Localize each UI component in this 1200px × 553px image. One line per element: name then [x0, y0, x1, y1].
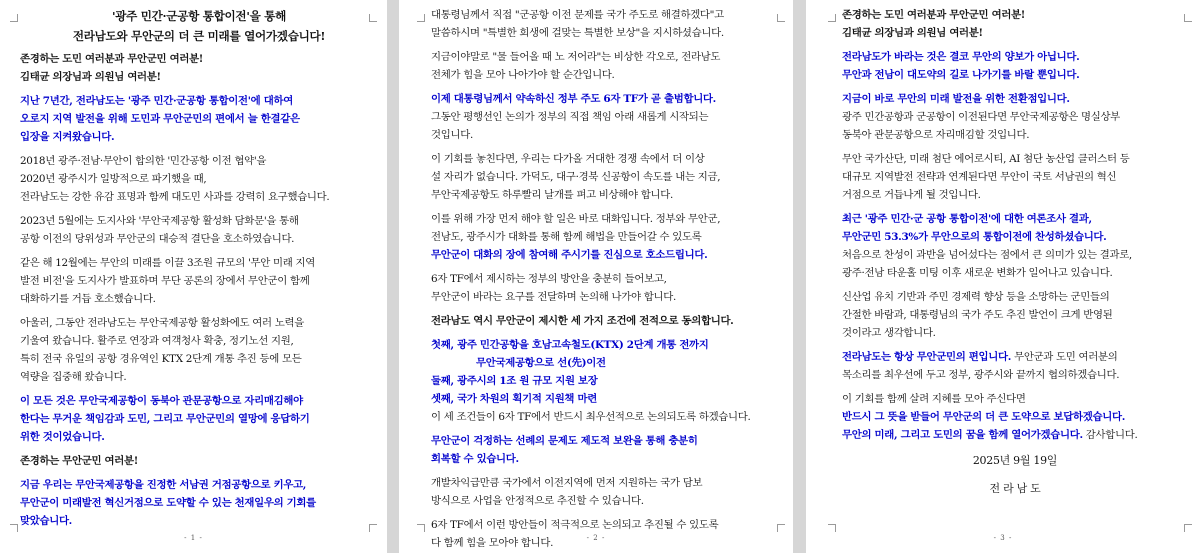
- crop-mark: [1184, 524, 1192, 532]
- paragraph: 전라남도 역시 무안군이 제시한 세 가지 조건에 전적으로 동의합니다.: [431, 315, 734, 327]
- paragraph: 이 모든 것은 무안국제공항이 동북아 관문공항으로 자리매김해야 한다는 무거운 책임감과 도민, 그리고 무안군민의 열망에 응답하기 위한 것이었습니다.: [20, 395, 310, 443]
- crop-mark: [10, 14, 18, 22]
- greeting: 존경하는 도민 여러분과 무안군민 여러분! 김태균 의장님과 의원님 여러분!: [20, 53, 204, 83]
- page-1-body: [20, 6, 378, 536]
- paragraph: 이를 위해 가장 먼저 해야 할 일은 바로 대화입니다. 정부와 무안군, 전남도, 광주시가 대화를 통해 함께 해법을 만들어갈 수 있도록 무안군이 대화의 장에 참여해 주시기를 진심으로 호소드립니다.: [431, 213, 721, 261]
- document-page-2: [399, 0, 793, 553]
- paragraph: 이 기회를 놓친다면, 우리는 다가올 거대한 경쟁 속에서 더 이상 설 자리가 없습니다. 가덕도, 대구·경북 신공항이 속도를 내는 지금, 무안국제공항도 하루빨리 날개를 펴고 비상해야 합니다.: [431, 153, 721, 201]
- crop-mark: [828, 14, 836, 22]
- paragraph: 최근 '광주 민간·군 공항 통합이전'에 대한 여론조사 결과, 무안군민 53.3%가 무안으로의 통합이전에 찬성하셨습니다. 처음으로 찬성이 과반을 넘어섰다는 점에서 큰 의미가 있는 결과로, 광주·전남 타운홀 미팅 이후 새로운 변화가 일어나고 있습니다.: [842, 213, 1132, 279]
- paragraph: 지난 7년간, 전라남도는 '광주 민간·군공항 통합이전'에 대하여 오로지 지역 발전을 위해 도민과 무안군민의 편에서 늘 한결같은 입장을 지켜왔습니다.: [20, 95, 300, 143]
- signature: 전 라 남 도: [989, 482, 1041, 495]
- document-page-1: [0, 0, 387, 553]
- document-page-3: [806, 0, 1200, 553]
- paragraph: 지금 우리는 무안국제공항을 진정한 서남권 거점공항으로 키우고, 무안군이 미래발전 혁신거점으로 도약할 수 있는 천재일우의 기회를 맞았습니다.: [20, 479, 316, 527]
- paragraph: 무안군이 걱정하는 선례의 문제도 제도적 보완을 통해 충분히 회복할 수 있습니다.: [431, 435, 698, 465]
- paragraph: 지금이 바로 무안의 미래 발전을 위한 전환점입니다. 광주 민간공항과 군공항이 이전된다면 무안국제공항은 명실상부 동북아 관문공항으로 자리매김할 것입니다.: [842, 93, 1120, 141]
- crop-mark: [417, 14, 425, 22]
- page-number: - 3 -: [993, 534, 1013, 542]
- page-2-body: [431, 6, 781, 553]
- paragraph: 6자 TF에서 제시하는 정부의 방안을 충분히 들어보고, 무안군이 바라는 요구를 전달하며 논의해 나가야 합니다.: [431, 273, 676, 303]
- date: 2025년 9월 19일: [972, 454, 1058, 467]
- paragraph: 2018년 광주·전남·무안이 합의한 '민간공항 이전 협약'을 2020년 광주시가 일방적으로 파기했을 때, 전라남도는 강한 유감 표명과 함께 대도민 사과를 강력히 요구했습니다.: [20, 155, 330, 203]
- condition-list: 첫째, 광주 민간공항을 호남고속철도(KTX) 2단계 개통 전까지 무안국제공항으로 선(先)이전 둘째, 광주시의 1조 원 규모 지원 보장 셋째, 국가 차원의 획기적 지원책 마련: [431, 339, 709, 405]
- crop-mark: [828, 524, 836, 532]
- paragraph: 대통령님께서 직접 "군공항 이전 문제를 국가 주도로 해결하겠다"고 말씀하시며 "특별한 희생에 걸맞는 특별한 보상"을 지시하셨습니다.: [431, 9, 724, 39]
- paragraph: 이제 대통령님께서 약속하신 정부 주도 6자 TF가 곧 출범합니다. 그동안 평행선인 논의가 정부의 직접 책임 아래 새롭게 시작되는 것입니다.: [431, 93, 716, 141]
- paragraph: 전라남도가 바라는 것은 결코 무안의 양보가 아닙니다. 무안과 전남이 대도약의 길로 나가기를 바랄 뿐입니다.: [842, 51, 1080, 81]
- paragraph: 아울러, 그동안 전라남도는 무안국제공항 활성화에도 여러 노력을 기울여 왔습니다. 활주로 연장과 여객청사 확충, 정기노선 지원, 특히 전국 유일의 공항 경유역인 KTX 2단계 개통 추진 등에 모든 역량을 집중해 왔습니다.: [20, 317, 304, 383]
- crop-mark: [417, 524, 425, 532]
- paragraph: 개발차익급만큼 국가에서 이전지역에 먼저 지원하는 국가 담보 방식으로 사업을 안정적으로 추진할 수 있습니다.: [431, 477, 703, 507]
- paragraph: 전라남도는 항상 무안군민의 편입니다. 무안군과 도민 여러분의 목소리를 최우선에 두고 정부, 광주시와 끝까지 협의하겠습니다.: [842, 351, 1120, 381]
- paragraph: 지금이야말로 "물 들어올 때 노 저어라"는 비상한 각오로, 전라남도 전체가 힘을 모아 나아가야 할 순간입니다.: [431, 51, 721, 81]
- crop-mark: [10, 524, 18, 532]
- paragraph: 반드시 그 뜻을 받들어 무안군의 더 큰 도약으로 보답하겠습니다. 무안의 미래, 그리고 도민의 꿈을 함께 열어가겠습니다. 감사합니다.: [842, 411, 1138, 441]
- page-3-body: [842, 6, 1188, 506]
- page-number: - 1 -: [184, 534, 203, 542]
- greeting: 존경하는 도민 여러분과 무안군민 여러분! 김태균 의장님과 의원님 여러분!: [842, 9, 1026, 39]
- paragraph: 신산업 유치 기반과 주민 경제력 향상 등을 소망하는 군민들의 간절한 바람과, 대통령님의 국가 주도 추진 발언이 크게 반영된 것이라고 생각합니다.: [842, 291, 1113, 339]
- page-number: - 2 -: [586, 534, 606, 542]
- paragraph: 이 기회를 함께 살려 지혜를 모아 주신다면: [842, 393, 1026, 405]
- greeting: 존경하는 무안군민 여러분!: [20, 455, 139, 467]
- paragraph: 6자 TF에서 이런 방안들이 적극적으로 논의되고 추진될 수 있도록 다 함께 힘을 모아야 합니다.: [431, 519, 719, 549]
- paragraph: 같은 해 12월에는 무안의 미래를 이끌 3조원 규모의 '무안 미래 지역 발전 비전'을 도지사가 발표하며 무단 공론의 장에서 무안군이 함께 대화하기를 거듭 호소했습니다.: [20, 257, 315, 305]
- paragraph: 무안 국가산단, 미래 첨단 에어로시티, AI 첨단 농산업 클러스터 등 대규모 지역발전 전략과 연계된다면 무안이 국토 서남권의 혁신 거점으로 거듭나게 될 것입니다.: [842, 153, 1130, 201]
- paragraph: 2023년 5월에는 도지사와 '무안국제공항 활성화 담화문'을 통해 공항 이전의 당위성과 무안군의 대승적 결단을 호소하였습니다.: [20, 215, 299, 245]
- paragraph: 이 세 조건들이 6자 TF에서 반드시 최우선적으로 논의되도록 하겠습니다.: [431, 411, 751, 423]
- document-title: '광주 민간·군공항 통합이전'을 통해 전라남도와 무안군의 더 큰 미래를 열어가겠습니다!: [72, 9, 326, 43]
